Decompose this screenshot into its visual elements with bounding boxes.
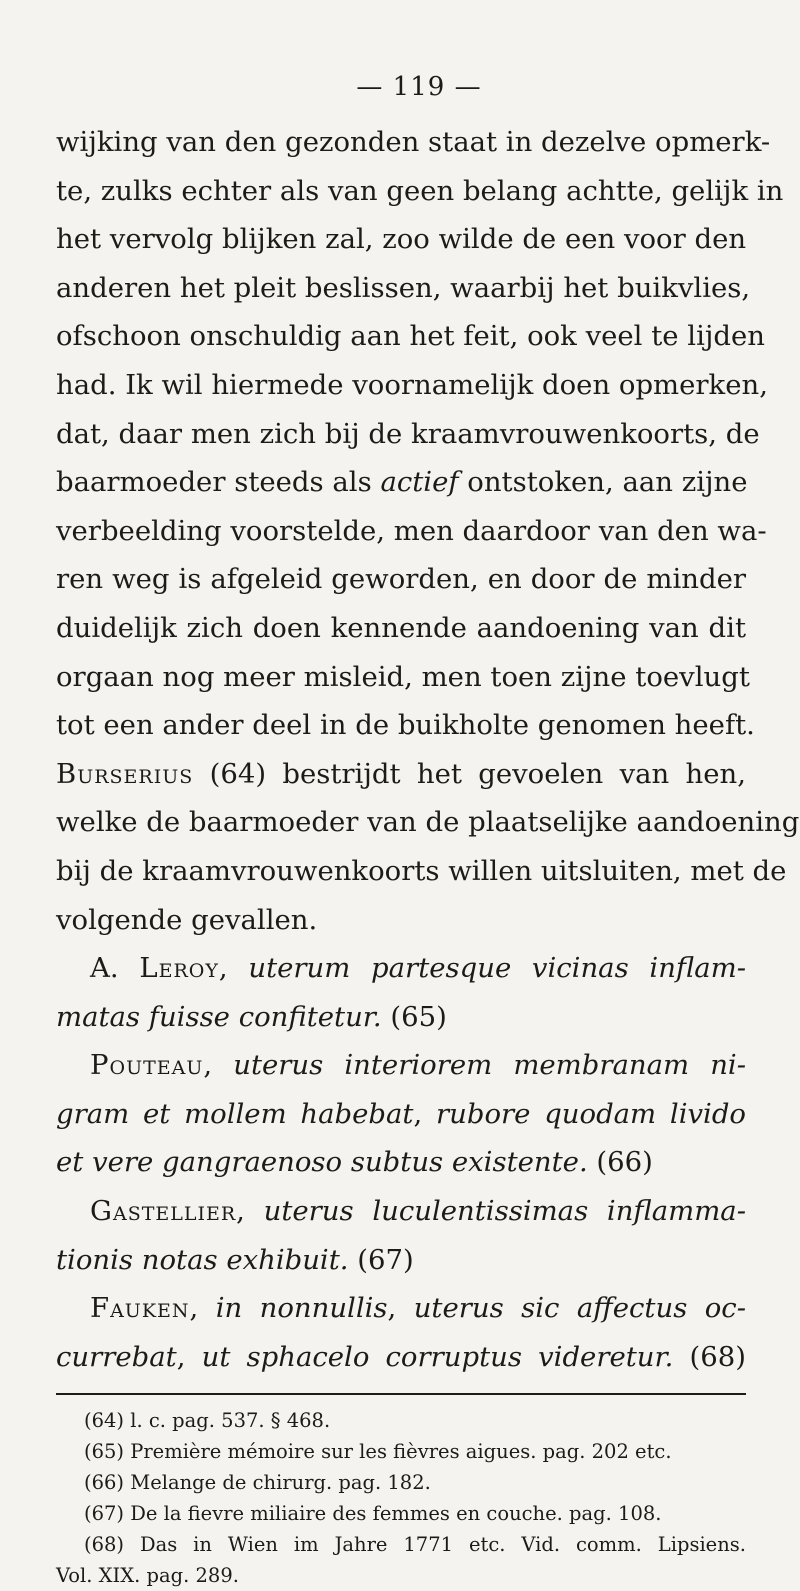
text-segment: baarmoeder steeds als (56, 466, 381, 499)
text-segment: ontstoken, aan zijne (458, 466, 748, 499)
text-line (56, 604, 746, 653)
text-line (56, 1333, 746, 1382)
text-segment: ren weg is afgeleid geworden, en door de minder (56, 563, 746, 596)
body-text (56, 118, 800, 1381)
text-line (56, 993, 746, 1042)
text-line (56, 167, 784, 216)
italic-text: gram et mollem habebat (56, 1097, 414, 1130)
text-line (56, 555, 746, 604)
footnote: (66) Melange de chirurg. pag. 182. (84, 1471, 431, 1495)
text-line (56, 1090, 746, 1139)
text-line (56, 1236, 746, 1285)
text-line (56, 847, 787, 896)
italic-text: actief (380, 466, 459, 499)
text-line (56, 1041, 746, 1090)
footnote: (67) De la fievre miliaire des femmes en couche. pag. 108. (84, 1502, 662, 1526)
text-segment: het vervolg blijken zal, zoo wilde de een voor den (56, 223, 747, 256)
author-name: Pouteau (90, 1049, 204, 1082)
footnote: (68) Das in Wien im Jahre 1771 etc. Vid. comm. Lipsiens. (84, 1533, 746, 1557)
text-segment: A. (90, 952, 140, 985)
text-segment: dat, daar men zich bij de kraamvrouwenkoorts, de (56, 417, 760, 450)
italic-text: matas fuisse confitetur. (56, 1000, 382, 1033)
text-segment: , (387, 1292, 414, 1325)
footnote: Vol. XIX. pag. 289. (56, 1564, 239, 1588)
text-segment: wijking van den gezonden staat in dezelve opmerk- (56, 126, 771, 158)
text-segment: , (218, 952, 249, 985)
text-line (56, 944, 746, 993)
text-segment: te, zulks echter als van geen belang achtte, gelijk in (56, 174, 784, 207)
text-segment: ofschoon onschuldig aan het feit, ook veel te lijden (56, 320, 765, 353)
text-segment: (65) (381, 1000, 447, 1033)
text-segment: , (203, 1049, 234, 1082)
text-line (56, 1138, 746, 1187)
text-segment: had. Ik wil hiermede voornamelijk doen opmerken, (56, 368, 768, 401)
footnote: (65) Première mémoire sur les fièvres aigues. pag. 202 etc. (84, 1440, 672, 1464)
italic-text: currebat (56, 1340, 177, 1373)
author-name: Leroy (139, 952, 219, 985)
author-name: Gastellier (90, 1195, 237, 1228)
italic-text: in nonnullis (215, 1292, 388, 1325)
footnotes (56, 1405, 746, 1591)
text-line (56, 361, 768, 410)
text-line (56, 312, 765, 361)
italic-text: rubore quodam livido (435, 1097, 746, 1130)
text-line (56, 653, 750, 702)
text-segment: (66) (587, 1146, 653, 1179)
text-line (56, 1187, 746, 1236)
text-segment: (64) bestrijdt het gevoelen van hen, (193, 757, 746, 790)
italic-text: uterus luculentissimas inflamma- (263, 1195, 746, 1228)
footnote: (64) l. c. pag. 537. § 468. (84, 1409, 331, 1433)
text-segment: volgende gevallen. (56, 903, 318, 936)
text-segment: verbeelding voorstelde, men daardoor van den wa- (56, 514, 767, 547)
text-line (56, 896, 746, 945)
italic-text: ut sphacelo corruptus videretur. (201, 1340, 674, 1373)
text-line (56, 701, 755, 750)
footnote-divider (56, 1393, 746, 1395)
italic-text: tionis notas exhibuit. (56, 1243, 349, 1276)
text-line (56, 798, 800, 847)
text-segment: duidelijk zich doen kennende aandoening van dit (56, 611, 746, 644)
text-segment: (67) (348, 1243, 414, 1276)
text-segment: , (413, 1097, 436, 1130)
text-segment: orgaan nog meer misleid, men toen zijne toevlugt (56, 660, 750, 693)
author-name: Fauken (90, 1292, 190, 1325)
text-line (56, 1284, 746, 1333)
text-segment: , (236, 1195, 264, 1228)
text-line (56, 750, 746, 799)
text-line (56, 507, 767, 556)
italic-text: uterus interiorem membranam ni- (233, 1049, 746, 1082)
text-line (56, 458, 746, 507)
text-segment: bij de kraamvrouwenkoorts willen uitsluiten, met de (56, 854, 787, 887)
italic-text: uterum partesque vicinas inflam- (248, 952, 747, 985)
book-page (56, 72, 800, 1591)
text-segment: , (189, 1292, 216, 1325)
text-segment: tot een ander deel in de buikholte genomen heeft. (56, 709, 755, 742)
author-name: Burserius (56, 757, 194, 790)
italic-text: et vere gangraenoso subtus existente. (56, 1146, 588, 1179)
text-line (56, 264, 751, 313)
italic-text: uterus sic affectus oc- (413, 1292, 746, 1325)
text-segment: , (176, 1340, 202, 1373)
text-segment: anderen het pleit beslissen, waarbij het buikvlies, (56, 271, 751, 304)
text-line (56, 215, 746, 264)
text-line (56, 410, 760, 459)
text-line (56, 118, 771, 167)
page-number: — 119 — (356, 72, 482, 102)
text-segment: (68) (673, 1340, 746, 1373)
text-segment: welke de baarmoeder van de plaatselijke aandoening (56, 806, 800, 839)
